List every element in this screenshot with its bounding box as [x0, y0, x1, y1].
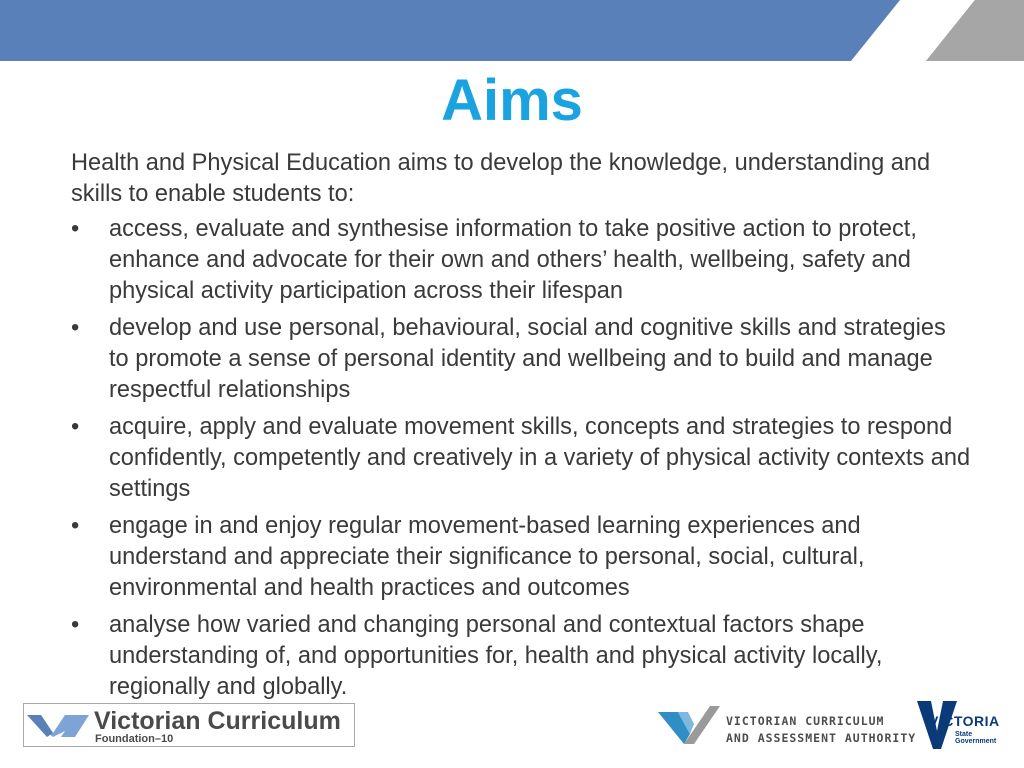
- aim-item: [71, 313, 971, 406]
- victoria-logo-sub2: Government: [955, 738, 997, 745]
- aim-text: analyse how varied and changing personal and contextual factors shape understanding of, and opportunities for, health and physical activity locally, regionally and globally.: [109, 612, 883, 700]
- bullet: •: [71, 513, 80, 539]
- vcaa-logo-line1: VICTORIAN CURRICULUM: [726, 714, 885, 728]
- bullet: •: [71, 414, 80, 440]
- aim-text: engage in and enjoy regular movement-based learning experiences and understand and appreciate their significance to personal, social, cultural, environmental and health practices and outcomes: [109, 513, 865, 601]
- bullet: •: [71, 315, 80, 341]
- aim-item: [71, 511, 971, 604]
- victorian-curriculum-logo: [23, 703, 355, 747]
- slide-body: [71, 148, 971, 709]
- victoria-logo-name: VICTORIA: [929, 713, 1000, 729]
- vc-chevron-icon: [27, 711, 89, 741]
- aim-text: develop and use personal, behavioural, social and cognitive skills and strategies to promote a sense of personal identity and wellbeing and to build and manage respectful relationships: [109, 315, 946, 403]
- bullet: •: [71, 612, 80, 638]
- bullet: •: [71, 216, 80, 242]
- aim-text: acquire, apply and evaluate movement skills, concepts and strategies to respond confidently, competently and creatively in a variety of physical activity contexts and settings: [109, 414, 971, 502]
- vcaa-logo: [658, 704, 917, 748]
- aim-item: [71, 610, 971, 703]
- aim-text: access, evaluate and synthesise information to take positive action to protect, enhance and advocate for their own and others’ health, wellbeing, safety and physical activity participation across their lifespan: [109, 216, 917, 304]
- header-banner: [0, 0, 1024, 61]
- vc-logo-name: Victorian Curriculum: [94, 707, 341, 735]
- aims-list: [71, 214, 971, 703]
- aim-item: [71, 412, 971, 505]
- victoria-government-logo: [917, 701, 1007, 751]
- slide-title: Aims: [441, 68, 583, 133]
- vcaa-check-icon: [658, 704, 722, 748]
- victoria-logo-sub1: State: [955, 731, 973, 738]
- vc-logo-sub: Foundation–10: [95, 733, 174, 745]
- intro-text: Health and Physical Education aims to develop the knowledge, understanding and skills to enable students to:: [71, 150, 931, 207]
- aim-item: [71, 214, 971, 307]
- vcaa-logo-line2: AND ASSESSMENT AUTHORITY: [726, 731, 917, 745]
